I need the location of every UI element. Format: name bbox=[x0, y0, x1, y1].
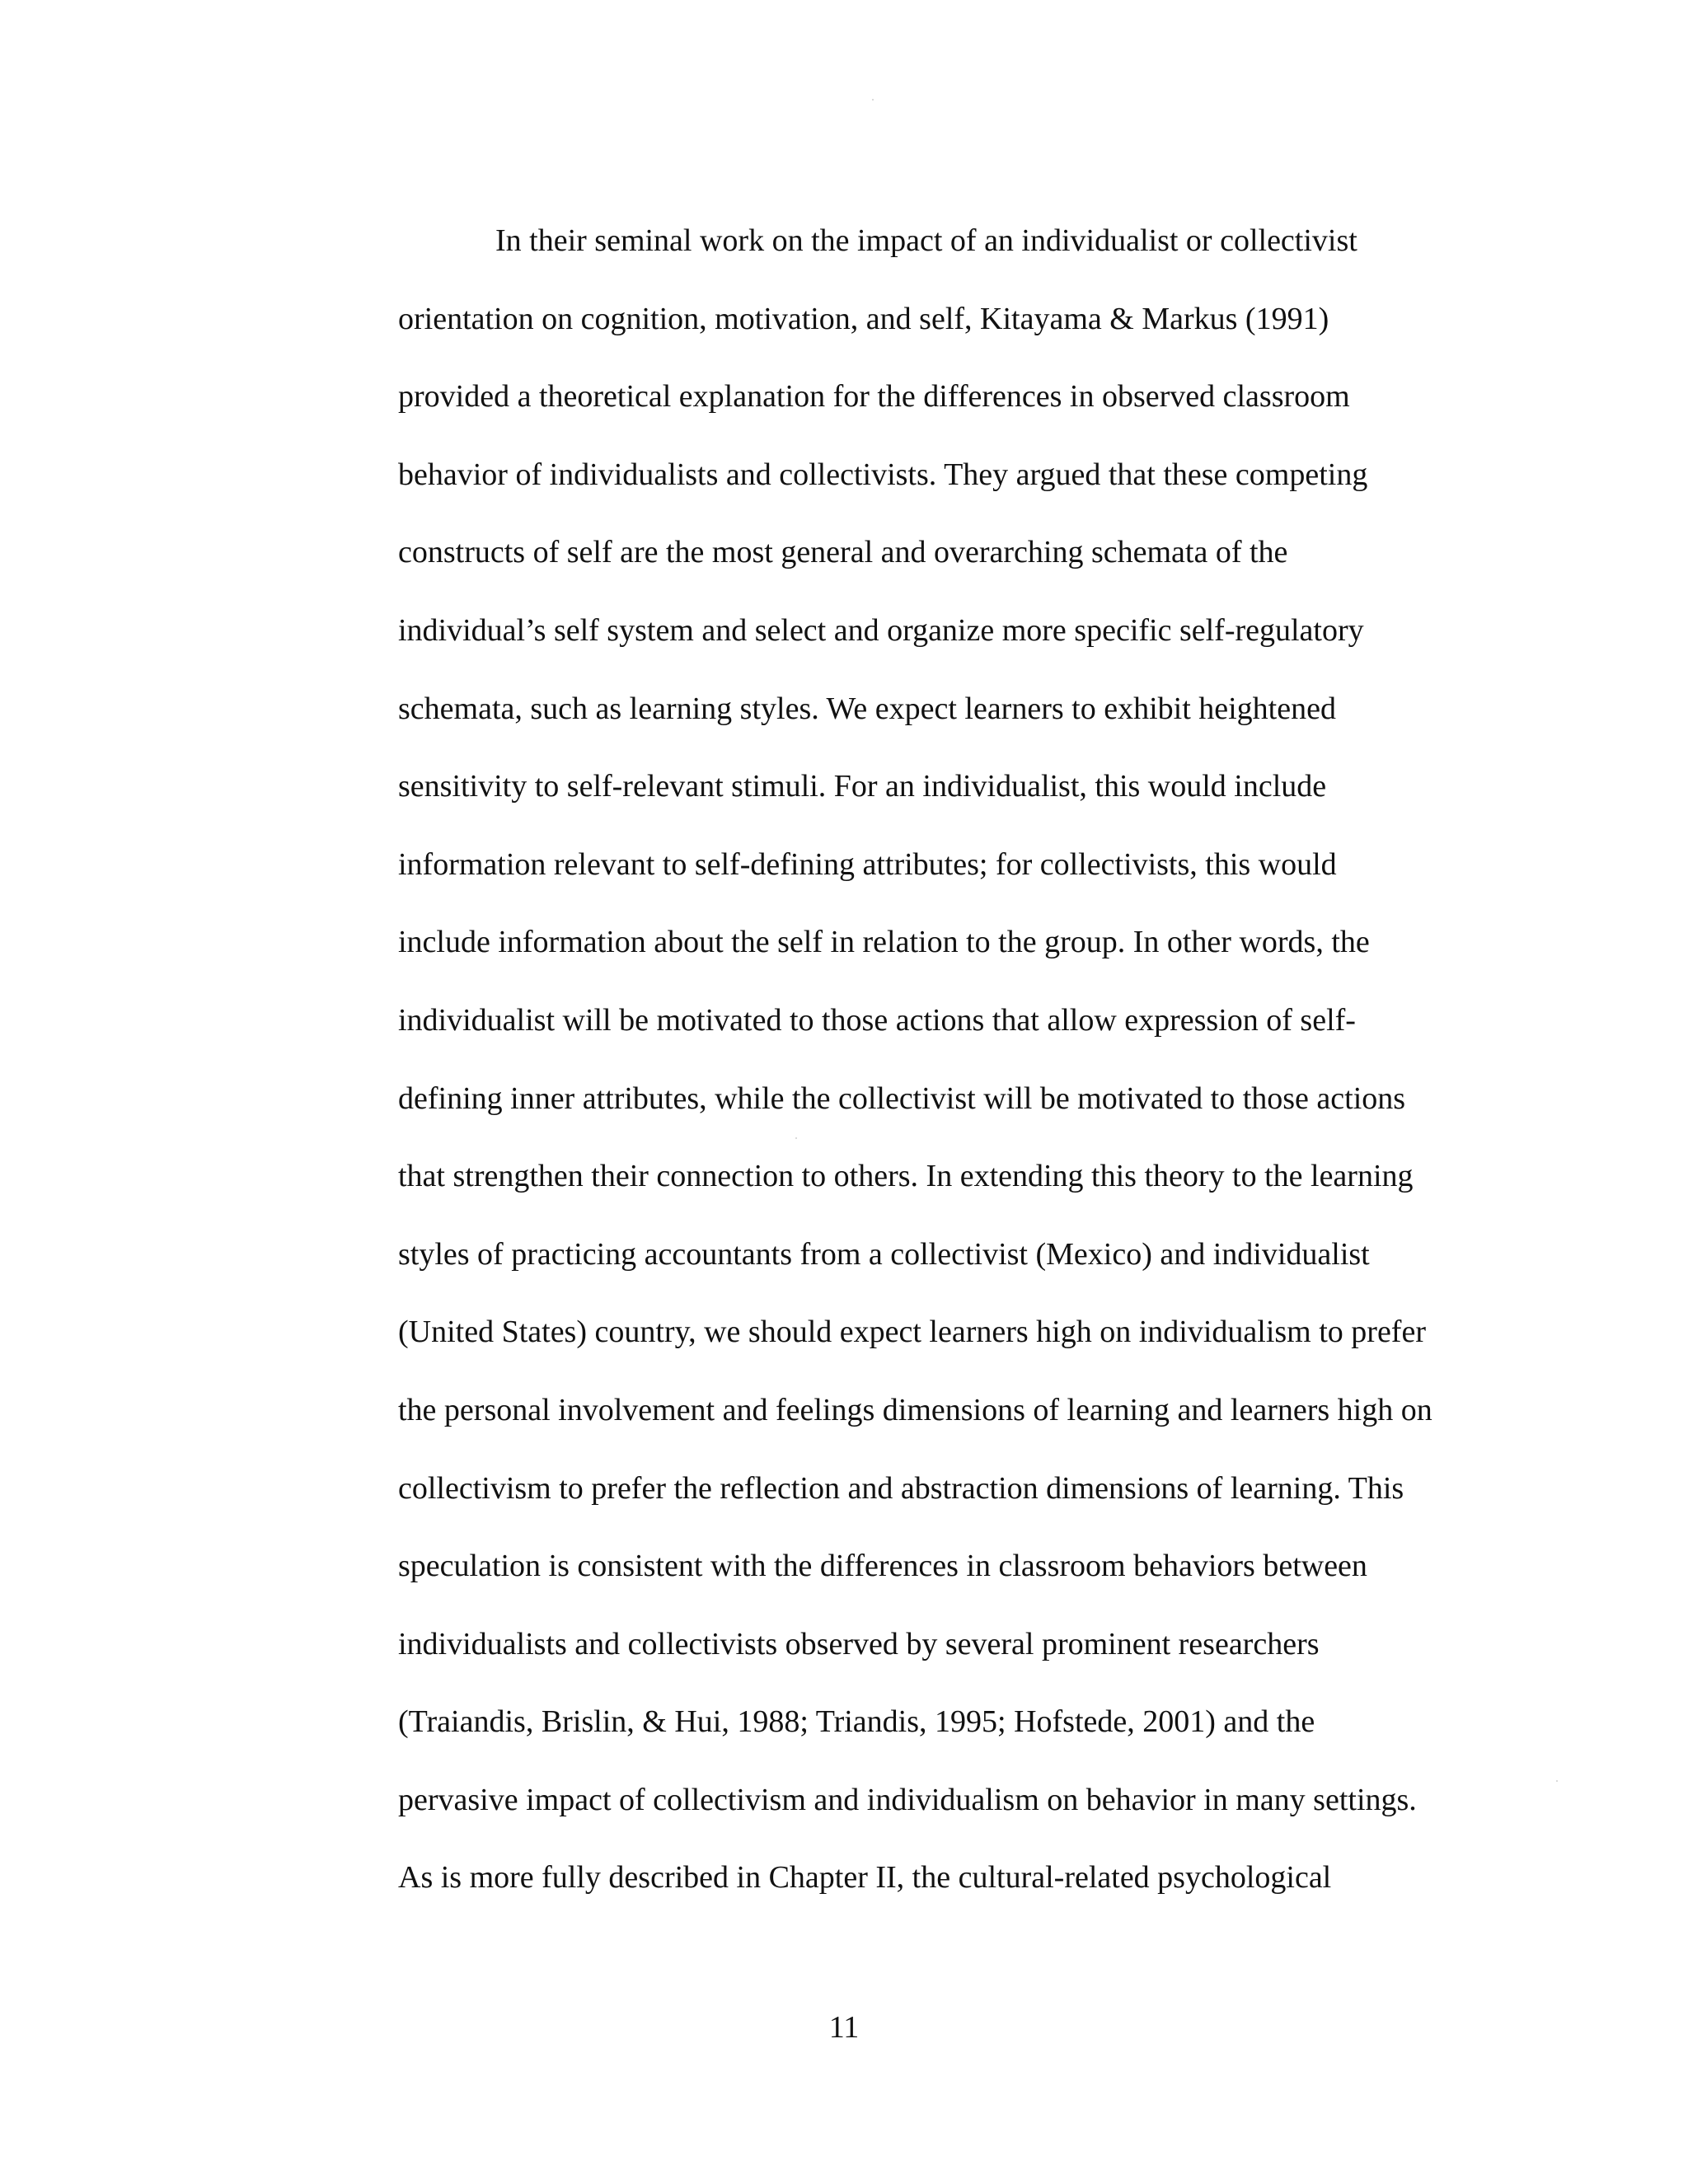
paragraph-line: collectivism to prefer the reflection and abstraction dimensions of learning. This bbox=[398, 1470, 1404, 1506]
paragraph-line: sensitivity to self-relevant stimuli. For an individualist, this would include bbox=[398, 769, 1327, 804]
paragraph-line: information relevant to self-defining attributes; for collectivists, this would bbox=[398, 846, 1337, 882]
paragraph-line: orientation on cognition, motivation, and self, Kitayama & Markus (1991) bbox=[398, 301, 1329, 336]
paragraph-line: individual’s self system and select and organize more specific self-regulatory bbox=[398, 612, 1364, 648]
paragraph-line: schemata, such as learning styles. We expect learners to exhibit heightened bbox=[398, 691, 1336, 726]
body-paragraph bbox=[398, 216, 1503, 1931]
paragraph-line: pervasive impact of collectivism and individualism on behavior in many settings. bbox=[398, 1782, 1417, 1817]
paragraph-line: styles of practicing accountants from a collectivist (Mexico) and individualist bbox=[398, 1236, 1370, 1272]
paragraph-line: behavior of individualists and collectivists. They argued that these competing bbox=[398, 457, 1368, 492]
paragraph-line: that strengthen their connection to others. In extending this theory to the learning bbox=[398, 1159, 1414, 1194]
paragraph-line: In their seminal work on the impact of an individualist or collectivist bbox=[495, 223, 1357, 258]
paragraph-line: individualists and collectivists observed by several prominent researchers bbox=[398, 1626, 1320, 1661]
scan-speck bbox=[872, 99, 874, 101]
paragraph-line: (Traiandis, Brislin, & Hui, 1988; Triandis, 1995; Hofstede, 2001) and the bbox=[398, 1704, 1315, 1740]
paragraph-line: include information about the self in relation to the group. In other words, the bbox=[398, 925, 1370, 960]
scan-speck bbox=[1556, 1780, 1558, 1782]
paragraph-line: As is more fully described in Chapter II, the cultural-related psychological bbox=[398, 1860, 1332, 1896]
paragraph-line: defining inner attributes, while the collectivist will be motivated to those actions bbox=[398, 1080, 1406, 1116]
page-number: 11 bbox=[828, 2010, 860, 2045]
paragraph-line: constructs of self are the most general and overarching schemata of the bbox=[398, 535, 1288, 570]
paragraph-line: provided a theoretical explanation for the differences in observed classroom bbox=[398, 379, 1350, 415]
scan-speck bbox=[795, 1137, 797, 1139]
paragraph-line: (United States) country, we should expect learners high on individualism to prefer bbox=[398, 1315, 1426, 1350]
paragraph-line: individualist will be motivated to those actions that allow expression of self- bbox=[398, 1002, 1356, 1038]
paragraph-line: the personal involvement and feelings dimensions of learning and learners high on bbox=[398, 1392, 1432, 1427]
paragraph-line: speculation is consistent with the differences in classroom behaviors between bbox=[398, 1549, 1367, 1584]
